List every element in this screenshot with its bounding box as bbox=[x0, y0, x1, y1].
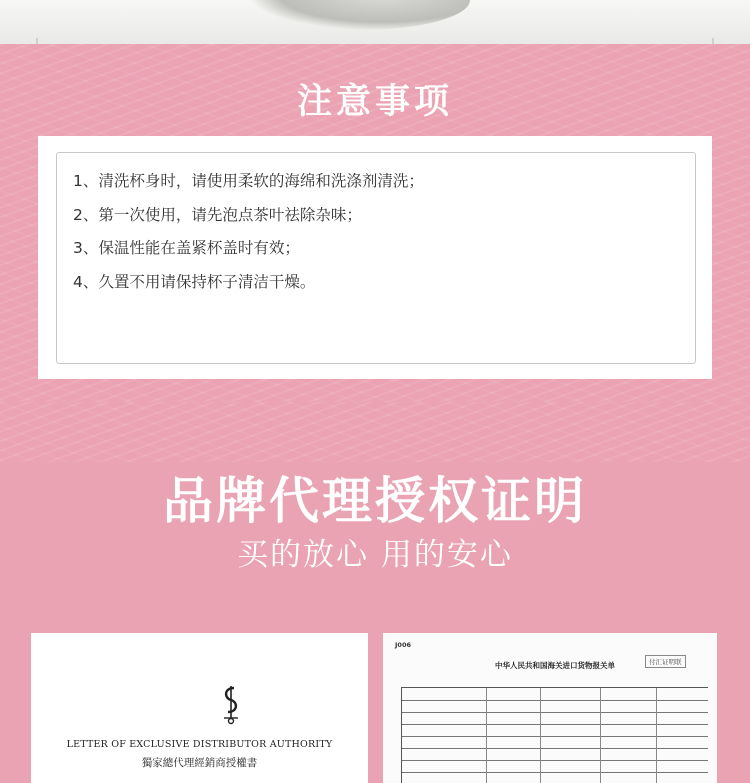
customs-stamp: 付汇证明联 bbox=[645, 655, 686, 668]
customs-form-title: 中华人民共和国海关进口货物报关单 bbox=[495, 661, 615, 670]
notice-title: 注意事项 bbox=[296, 82, 453, 122]
notice-card bbox=[38, 136, 712, 379]
notice-item: 1、清洗杯身时，请使用柔软的海绵和洗涤剂清洗； bbox=[73, 172, 424, 190]
notice-item: 3、保温性能在盖紧杯盖时有效； bbox=[73, 239, 300, 257]
brand-emblem-icon bbox=[218, 685, 244, 725]
notice-list bbox=[57, 153, 695, 299]
product-photo-strip bbox=[0, 0, 750, 44]
notice-item: 4、久置不用请保持杯子清洁干燥。 bbox=[73, 272, 316, 291]
customs-declaration-image bbox=[383, 633, 717, 783]
notice-box bbox=[56, 152, 696, 364]
notice-item: 2、第一次使用，请先泡点茶叶祛除杂味； bbox=[73, 205, 362, 224]
authorization-subtitle: 买的放心 用的安心 bbox=[237, 537, 513, 573]
authorization-title: 品牌代理授权证明 bbox=[163, 472, 587, 530]
letter-title-zh: 獨家總代理經銷商授權書 bbox=[141, 757, 258, 769]
form-code: J006 bbox=[395, 641, 411, 649]
customs-form-grid bbox=[401, 687, 708, 783]
letter-title-en: LETTER OF EXCLUSIVE DISTRIBUTOR AUTHORITY bbox=[66, 739, 333, 750]
section-divider-band bbox=[0, 402, 750, 462]
distributor-letter-image bbox=[31, 633, 368, 783]
